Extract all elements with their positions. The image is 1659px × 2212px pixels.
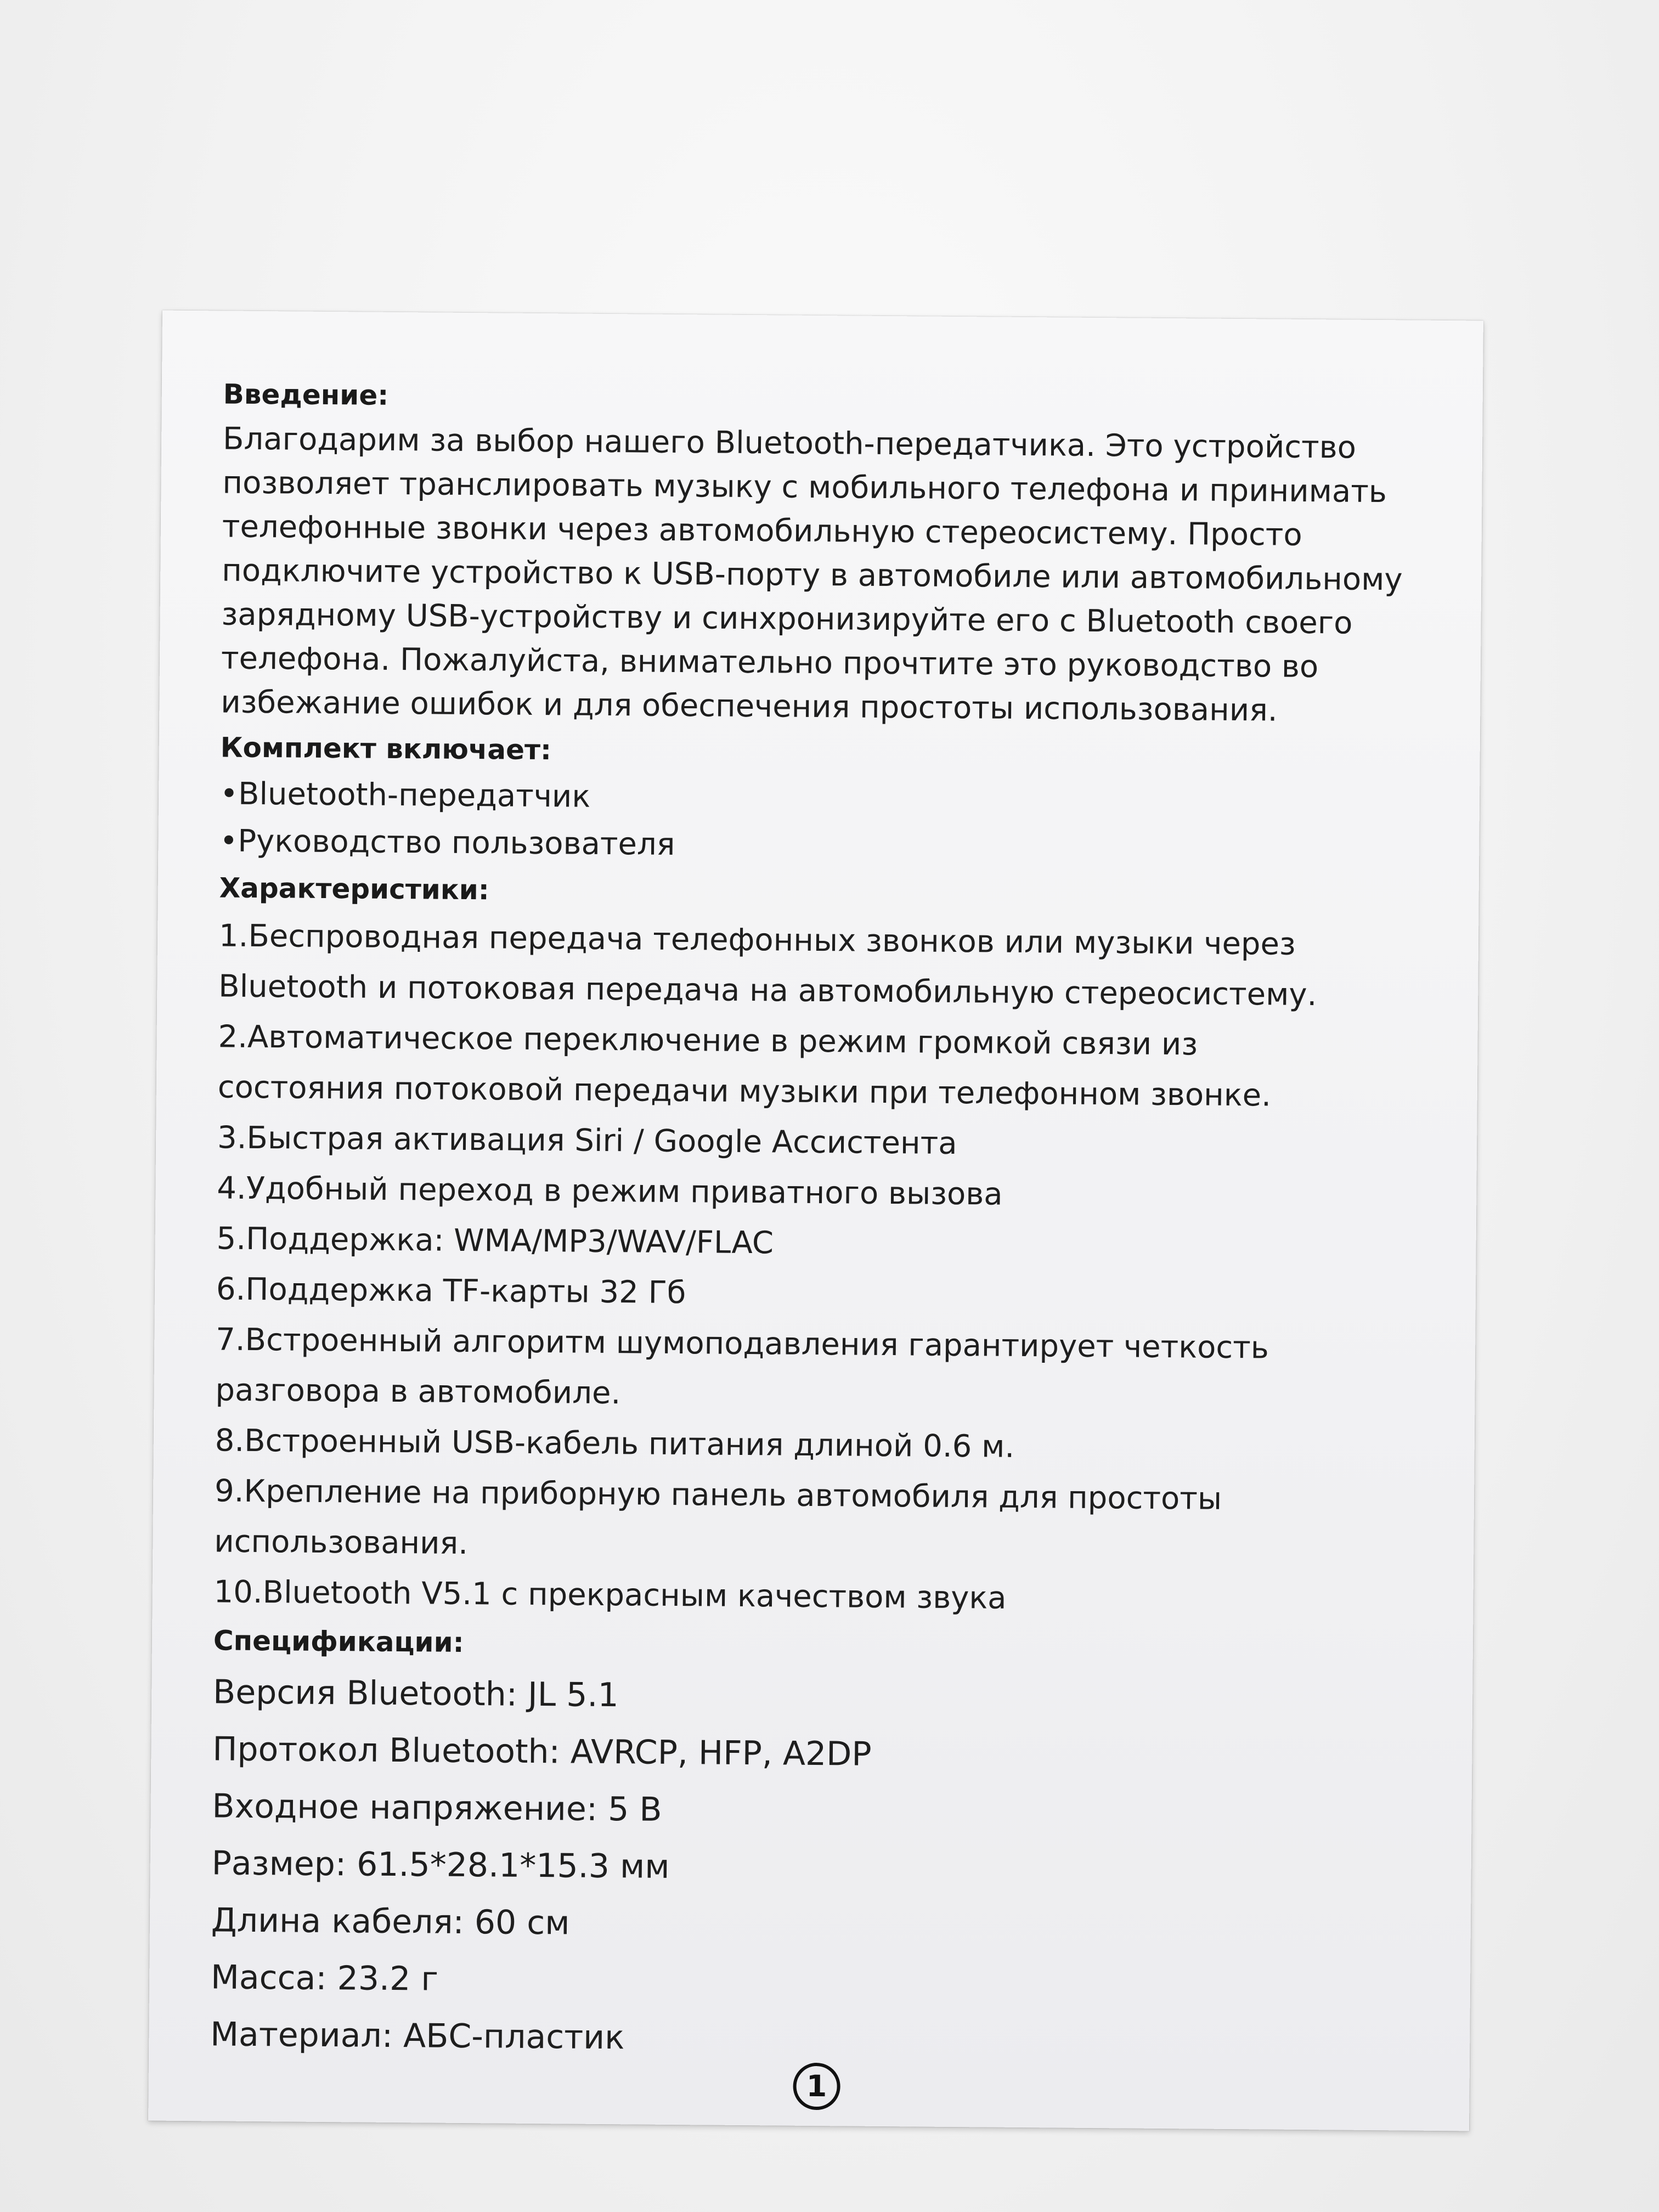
introduction-section xyxy=(221,371,1430,733)
package-item: •Bluetooth-передатчик xyxy=(219,776,591,815)
package-item: •Руководство пользователя xyxy=(219,823,675,862)
specifications-section xyxy=(210,1617,1420,2072)
specifications-heading: Спецификации: xyxy=(213,1624,464,1658)
introduction-line: избежание ошибок и для обеспечения простоты использования. xyxy=(221,684,1278,729)
feature-line: Bluetooth и потоковая передача на автомобильную стереосистему. xyxy=(218,968,1317,1013)
introduction-line: зарядному USB-устройству и синхронизируйте его с Bluetooth своего xyxy=(221,596,1353,641)
features-heading: Характеристики: xyxy=(219,872,490,906)
feature-line: 3.Быстрая активация Siri / Google Ассистента xyxy=(217,1120,957,1162)
package-list xyxy=(219,770,1427,874)
feature-line: 1.Беспроводная передача телефонных звонков или музыки через xyxy=(218,918,1296,962)
spec-item: Масса: 23.2 г xyxy=(210,1958,439,1999)
feature-line: 6.Поддержка TF-карты 32 Гб xyxy=(216,1271,686,1311)
feature-line: состояния потоковой передачи музыки при телефонном звонке. xyxy=(217,1069,1272,1114)
feature-line: 2.Автоматическое переключение в режим громкой связи из xyxy=(218,1019,1198,1063)
introduction-line: телефона. Пожалуйста, внимательно прочтите это руководство во xyxy=(221,640,1319,685)
introduction-heading: Введение: xyxy=(223,378,389,411)
package-heading: Комплект включает: xyxy=(220,731,552,766)
spec-item: Материал: АБС-пластик xyxy=(210,2015,625,2057)
introduction-line: Благодарим за выбор нашего Bluetooth-передатчика. Это устройство xyxy=(222,421,1357,466)
package-section xyxy=(219,724,1427,874)
feature-line: разговора в автомобиле. xyxy=(215,1372,621,1412)
page-number-badge: 1 xyxy=(793,2063,840,2111)
feature-line: 9.Крепление на приборную панель автомобиля для простоты xyxy=(214,1473,1222,1517)
feature-line: 10.Bluetooth V5.1 с прекрасным качеством звука xyxy=(213,1574,1007,1616)
feature-line: 5.Поддержка: WMA/MP3/WAV/FLAC xyxy=(216,1221,774,1261)
features-section xyxy=(213,865,1426,1627)
feature-line: 7.Встроенный алгоритм шумоподавления гарантирует четкость xyxy=(216,1322,1269,1366)
spec-item: Версия Bluetooth: JL 5.1 xyxy=(212,1673,619,1715)
feature-line: 8.Встроенный USB-кабель питания длиной 0.6 м. xyxy=(215,1423,1015,1465)
spec-item: Размер: 61.5*28.1*15.3 мм xyxy=(211,1844,670,1886)
introduction-line: позволяет транслировать музыку с мобильного телефона и принимать xyxy=(222,465,1387,510)
feature-line: использования. xyxy=(214,1523,469,1562)
manual-content xyxy=(210,371,1430,2072)
feature-line: 4.Удобный переход в режим приватного вызова xyxy=(217,1170,1003,1212)
manual-page xyxy=(148,311,1483,2131)
spec-item: Протокол Bluetooth: AVRCP, HFP, A2DP xyxy=(212,1730,872,1774)
spec-item: Входное напряжение: 5 В xyxy=(212,1787,662,1829)
spec-item: Длина кабеля: 60 см xyxy=(211,1901,570,1943)
introduction-line: подключите устройство к USB-порту в автомобиле или автомобильному xyxy=(222,552,1403,598)
features-list xyxy=(213,911,1426,1627)
introduction-line: телефонные звонки через автомобильную стереосистему. Просто xyxy=(222,509,1302,553)
specifications-list xyxy=(210,1663,1420,2072)
